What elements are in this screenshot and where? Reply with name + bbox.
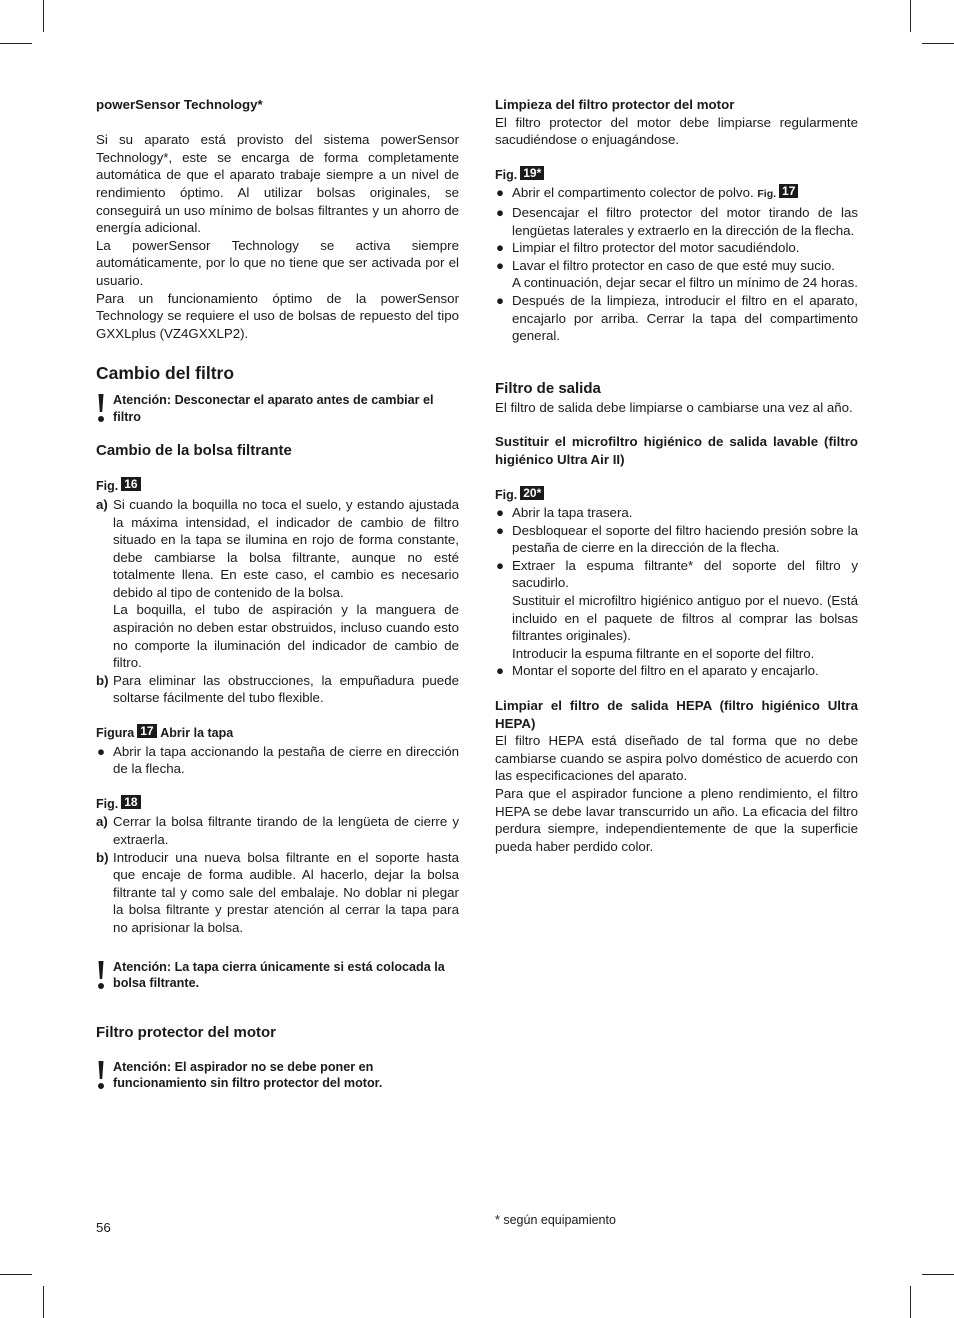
- footnote: * según equipamiento: [495, 1213, 616, 1227]
- list-item: a) Si cuando la boquilla no toca el suelo, y estando ajustada la máxima intensidad, el indicador de cambio de filtro situado en la tapa se ilumina en rojo de forma constante, debe cambiarse la bolsa filtrante, aunque no esté totalmente llena. En este caso, el cambio es necesario debido al tipo de contenido de la bolsa. La boquilla, el tubo de aspiración y la manguera de aspiración no deben estar obstruidos, incluso cuando esto no comporte la iluminación del indicador de cambio de filtro.: [96, 496, 459, 671]
- subsection-title-bolsa: Cambio de la bolsa filtrante: [96, 442, 292, 460]
- limpieza-paragraph: El filtro protector del motor debe limpiarse regularmente sacudiéndose o enjuagándose.: [495, 114, 858, 148]
- figure-number-badge: 20*: [520, 486, 544, 500]
- crop-mark: [910, 0, 911, 32]
- figure-ref-16: Fig. 16: [96, 477, 459, 496]
- list-item: ● Lavar el filtro protector en caso de que esté muy sucio. A continuación, dejar secar el filtro un mínimo de 24 horas.: [496, 257, 858, 291]
- powersensor-paragraph-3: Para un funcionamiento óptimo de la powerSensor Technology se requiere el uso de bolsas de repuesto del tipo GXXLplus (VZ4GXXLP2).: [96, 290, 459, 341]
- bullet-icon: ●: [97, 743, 106, 759]
- powersensor-title: powerSensor Technology*: [96, 97, 263, 112]
- warning-text: Atención: Desconectar el aparato antes de cambiar el filtro: [113, 393, 434, 424]
- crop-mark: [922, 43, 954, 44]
- list-item: ● Después de la limpieza, introducir el filtro en el aparato, encajarlo por arriba. Cerrar la tapa del compartimento general.: [496, 292, 858, 344]
- list-item: ● Abrir la tapa accionando la pestaña de cierre en dirección de la flecha.: [97, 743, 459, 777]
- right-column: [495, 96, 858, 855]
- bullet-icon: ●: [496, 257, 505, 273]
- sustituir-title: Sustituir el microfiltro higiénico de salida lavable (filtro higiénico Ultra Air II): [495, 434, 858, 467]
- motor-filter-list: [495, 184, 858, 344]
- crop-mark: [922, 1274, 954, 1275]
- powersensor-paragraph-2: La powerSensor Technology se activa siempre automáticamente, por lo que no tiene que ser activada por el usuario.: [96, 237, 459, 288]
- left-column: [96, 96, 459, 1092]
- crop-mark: [0, 43, 32, 44]
- warning-motor: [96, 1059, 459, 1092]
- subsection-title-salida: Filtro de salida: [495, 379, 601, 397]
- hepa-paragraph-1: El filtro HEPA está diseñado de tal forma que no debe cambiarse cuando se aspira polvo doméstico de acuerdo con las especificaciones del aparato.: [495, 733, 858, 784]
- list-item: ● Desbloquear el soporte del filtro haciendo presión sobre la pestaña de cierre en la dirección de la flecha.: [496, 522, 858, 556]
- list-item: ● Limpiar el filtro protector del motor sacudiéndolo.: [496, 240, 800, 256]
- warning-disconnect: [96, 392, 459, 425]
- warning-text: Atención: El aspirador no se debe poner en funcionamiento sin filtro protector del motor.: [113, 1059, 383, 1091]
- figure-number-badge: 16: [121, 477, 140, 491]
- list-item: ● Desencajar el filtro protector del motor tirando de las lengüetas laterales y extraerlo en la dirección de la flecha.: [496, 204, 858, 238]
- bullet-icon: ●: [496, 292, 505, 308]
- figure-number-badge: 17: [779, 184, 798, 198]
- list-item: a) Cerrar la bolsa filtrante tirando de la lengüeta de cierre y extraerla.: [96, 814, 459, 847]
- list-item: ● Abrir la tapa trasera.: [496, 505, 633, 521]
- crop-mark: [43, 0, 44, 32]
- fig18-steps: [96, 813, 459, 936]
- exclamation-icon: [96, 1059, 106, 1091]
- powersensor-paragraph-1: Si su aparato está provisto del sistema powerSensor Technology*, este se encarga de forma completamente automática de que el aparato trabaje siempre a un nivel de rendimiento óptimo. Al utilizar bolsas originales, se conseguirá un uso mínimo de bolsas filtrantes y un ahorro de energía adicional.: [96, 132, 459, 236]
- limpieza-title: Limpieza del filtro protector del motor: [495, 97, 735, 112]
- warning-tapa: [96, 959, 459, 992]
- abrir-tapa-list: [96, 743, 459, 778]
- list-item: ● Montar el soporte del filtro en el aparato y encajarlo.: [496, 663, 819, 679]
- exclamation-icon: [96, 959, 106, 991]
- bullet-icon: ●: [496, 240, 505, 256]
- crop-mark: [910, 1286, 911, 1318]
- hepa-title: Limpiar el filtro de salida HEPA (filtro higiénico Ultra HEPA): [495, 698, 858, 731]
- list-item: b) Para eliminar las obstrucciones, la empuñadura puede soltarse fácilmente del tubo flexible.: [96, 672, 459, 706]
- salida-paragraph: El filtro de salida debe limpiarse o cambiarse una vez al año.: [495, 399, 853, 415]
- page-number: 56: [96, 1220, 111, 1235]
- figure-ref-18: Fig. 18: [96, 795, 459, 814]
- hepa-paragraph-2: Para que el aspirador funcione a pleno rendimiento, el filtro HEPA se debe lavar transcurrido un año. La eficacia del filtro perdura siempre, independientemente de que la superficie pueda haber perdido color.: [495, 786, 858, 854]
- crop-mark: [43, 1286, 44, 1318]
- figure-number-badge: 18: [121, 795, 140, 809]
- salida-filter-list: [495, 504, 858, 680]
- figure-number-badge: 17: [137, 724, 156, 738]
- crop-mark: [0, 1274, 32, 1275]
- section-title-cambio-filtro: Cambio del filtro: [96, 363, 235, 384]
- bullet-icon: ●: [496, 204, 505, 220]
- list-item: b) Introducir una nueva bolsa filtrante en el soporte hasta que encaje de forma audible. Al hacerlo, dejar la bolsa filtrante tal y como sale del embalaje. No doblar ni plegar la bolsa filtrante y prestar atención al cerrar la tapa para no aprisionar la bolsa.: [96, 849, 459, 935]
- figure-ref-17: Figura 17 Abrir la tapa: [96, 724, 234, 741]
- bullet-icon: ●: [496, 505, 505, 521]
- bolsa-steps: [96, 496, 459, 707]
- bullet-icon: ●: [496, 663, 505, 679]
- warning-text: Atención: La tapa cierra únicamente si está colocada la bolsa filtrante.: [113, 959, 445, 991]
- figure-number-badge: 19*: [520, 166, 544, 180]
- figure-ref-19: Fig. 19*: [495, 166, 858, 185]
- list-item: ● Extraer la espuma filtrante* del soporte del filtro y sacudirlo. Sustituir el microfiltro higiénico antiguo por el nuevo. (Está incluido en el paquete de filtros al comprar las bolsas filtrantes originales). Introducir la espuma filtrante en el soporte del filtro.: [496, 557, 858, 661]
- bullet-icon: ●: [496, 185, 505, 201]
- figure-ref-20: Fig. 20*: [495, 486, 858, 505]
- bullet-icon: ●: [496, 557, 505, 573]
- exclamation-icon: [96, 392, 106, 424]
- bullet-icon: ●: [496, 522, 505, 538]
- list-item: ● Abrir el compartimento colector de polvo. Fig. 17: [495, 184, 858, 204]
- subsection-title-motor: Filtro protector del motor: [96, 1023, 276, 1041]
